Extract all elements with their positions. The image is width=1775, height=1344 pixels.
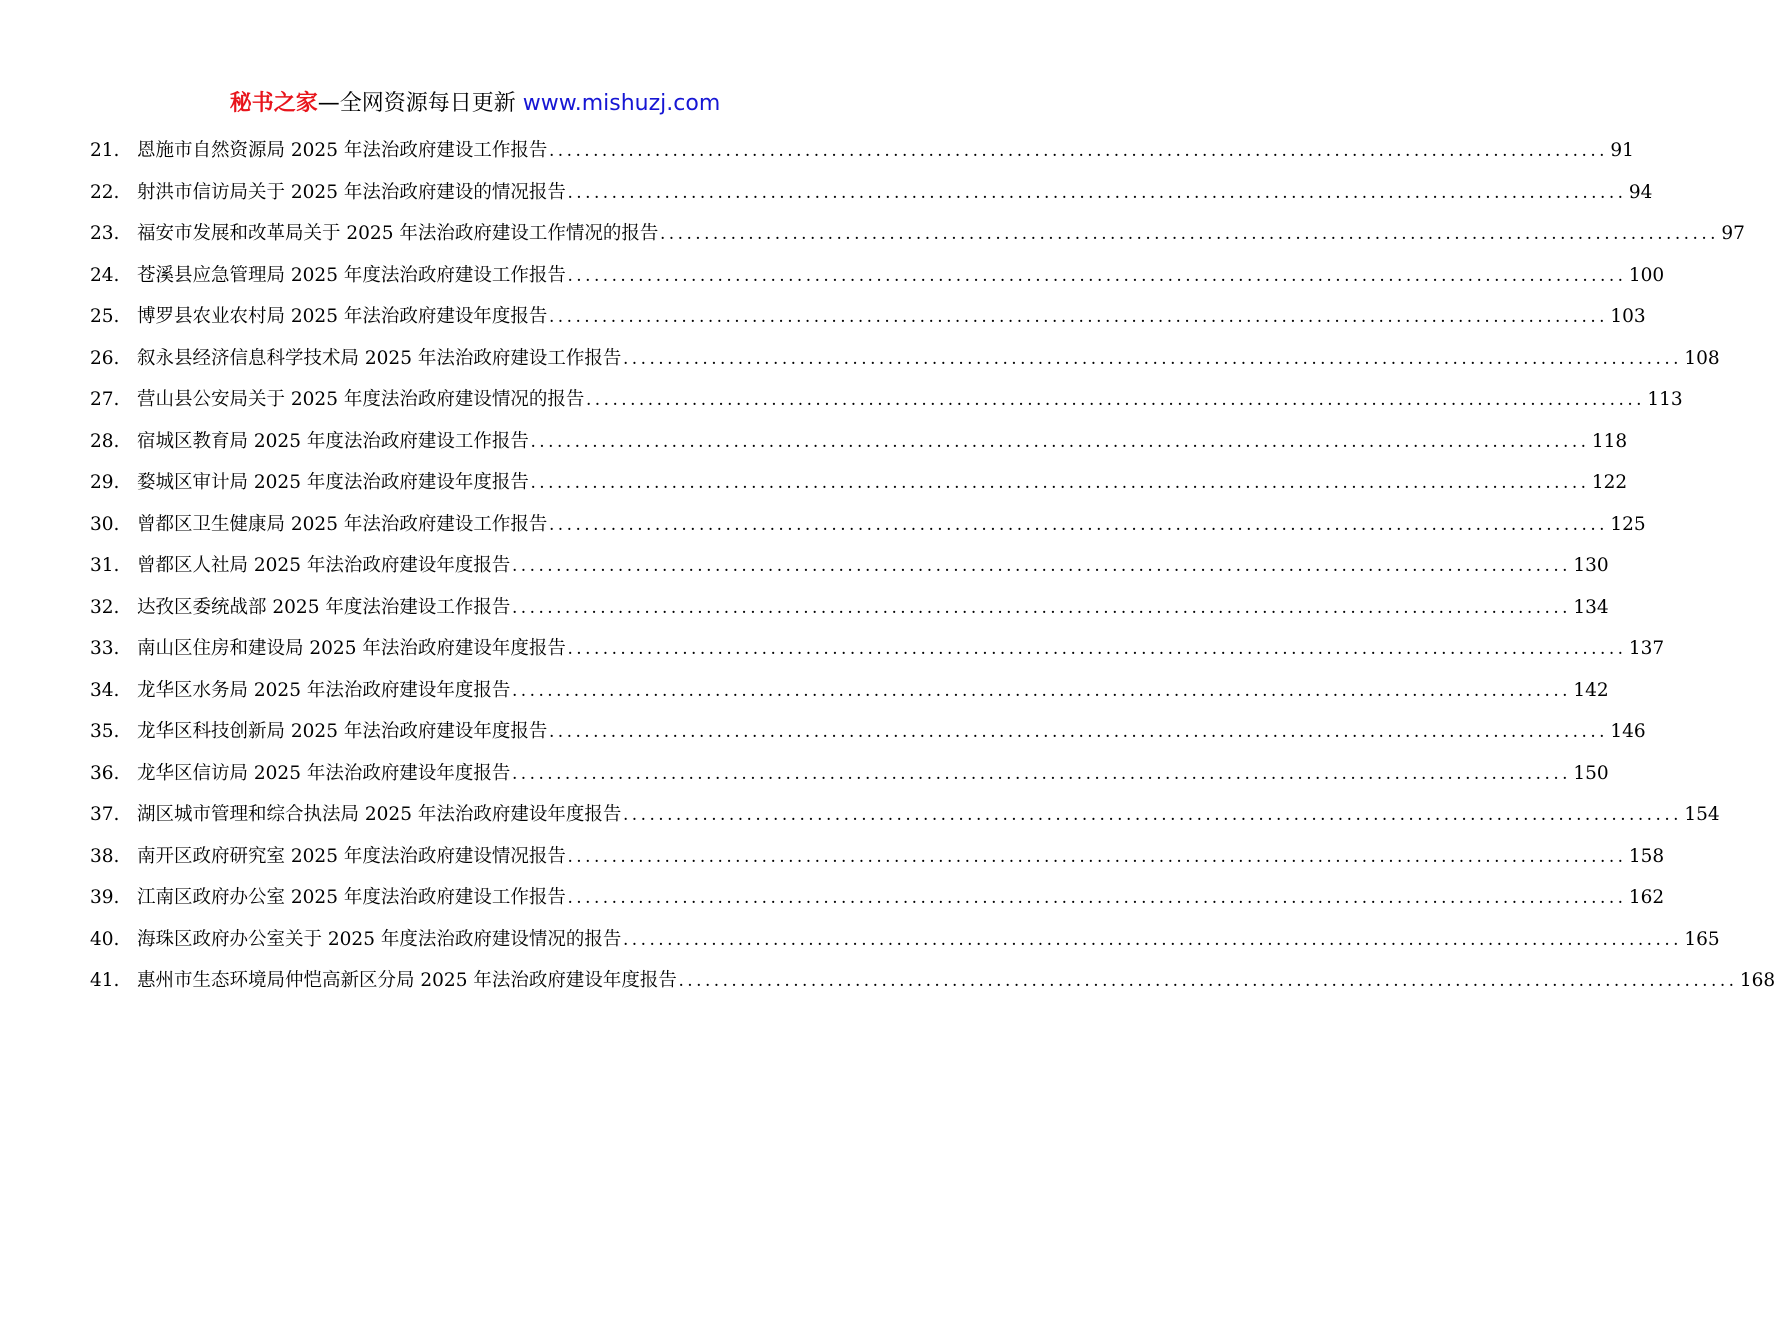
- toc-dot-leader: ........................................................................................................................: [512, 556, 1572, 576]
- toc-dot-leader: ........................................................................................................................: [623, 348, 1683, 369]
- toc-entry[interactable]: [90, 711, 1646, 753]
- toc-entry-number: 21.: [90, 140, 120, 161]
- toc-entry-number: 35.: [90, 721, 120, 742]
- toc-entry[interactable]: [90, 421, 1628, 463]
- toc-entry-page-number: 122: [1591, 472, 1628, 493]
- toc-entry-number: 24.: [90, 264, 120, 286]
- toc-entry-title: 曾都区人社局 2025 年法治政府建设年度报告: [137, 555, 511, 576]
- toc-dot-leader: ........................................................................................................................: [512, 597, 1572, 618]
- toc-entry-page-number: 91: [1610, 140, 1634, 161]
- toc-entry-title: 射洪市信访局关于 2025 年法治政府建设的情况报告: [137, 181, 566, 203]
- toc-entry-title: 曾都区卫生健康局 2025 年法治政府建设工作报告: [137, 513, 548, 535]
- toc-dot-leader: ........................................................................................................................: [567, 182, 1627, 203]
- toc-entry-title: 营山县公安局关于 2025 年度法治政府建设情况的报告: [137, 389, 585, 410]
- toc-entry-number: 33.: [90, 638, 120, 659]
- toc-entry[interactable]: [90, 213, 1745, 255]
- header-url-link[interactable]: www.mishuzj.com: [522, 91, 721, 116]
- toc-dot-leader: ........................................................................................................................: [567, 265, 1627, 286]
- toc-dot-leader: ........................................................................................................................: [530, 431, 1590, 452]
- toc-entry-number: 29.: [90, 472, 120, 493]
- toc-entry-title: 龙华区科技创新局 2025 年法治政府建设年度报告: [137, 721, 548, 742]
- toc-entry-number: 40.: [90, 928, 120, 950]
- toc-entry[interactable]: [90, 379, 1683, 421]
- toc-entry-title: 湖区城市管理和综合执法局 2025 年法治政府建设年度报告: [137, 804, 622, 825]
- toc-dot-leader: ........................................................................................................................: [678, 971, 1738, 991]
- toc-dot-leader: ........................................................................................................................: [586, 390, 1646, 410]
- toc-dot-leader: ........................................................................................................................: [512, 680, 1572, 701]
- toc-entry-title: 苍溪县应急管理局 2025 年度法治政府建设工作报告: [137, 264, 566, 286]
- toc-entry-number: 27.: [90, 389, 120, 410]
- toc-dot-leader: ........................................................................................................................: [567, 888, 1627, 908]
- toc-entry-page-number: 103: [1610, 306, 1646, 327]
- toc-entry-title: 龙华区水务局 2025 年法治政府建设年度报告: [137, 679, 511, 701]
- toc-entry-title: 龙华区信访局 2025 年法治政府建设年度报告: [137, 762, 511, 784]
- toc-dot-leader: ........................................................................................................................: [549, 307, 1609, 327]
- toc-entry[interactable]: [90, 628, 1665, 670]
- toc-dot-leader: ........................................................................................................................: [549, 722, 1609, 742]
- toc-entry-number: 31.: [90, 555, 120, 576]
- toc-entry-title: 南开区政府研究室 2025 年度法治政府建设情况报告: [137, 845, 566, 867]
- toc-entry[interactable]: [90, 296, 1646, 338]
- toc-entry-number: 22.: [90, 181, 120, 203]
- toc-entry-number: 25.: [90, 306, 120, 327]
- toc-entry[interactable]: [90, 919, 1720, 961]
- table-of-contents: [90, 130, 1775, 1002]
- toc-entry-page-number: 154: [1684, 804, 1720, 825]
- toc-entry-number: 41.: [90, 970, 120, 991]
- toc-entry-title: 南山区住房和建设局 2025 年法治政府建设年度报告: [137, 638, 566, 659]
- toc-entry[interactable]: [90, 504, 1646, 546]
- toc-entry-page-number: 113: [1647, 389, 1683, 410]
- toc-entry[interactable]: [90, 462, 1628, 504]
- toc-entry[interactable]: [90, 836, 1665, 878]
- header-brand: 秘书之家: [229, 91, 318, 116]
- toc-dot-leader: ........................................................................................................................: [549, 141, 1609, 161]
- toc-entry-title: 宿城区教育局 2025 年度法治政府建设工作报告: [137, 430, 529, 452]
- toc-entry-page-number: 118: [1591, 430, 1628, 452]
- toc-entry[interactable]: [90, 794, 1720, 836]
- toc-entry[interactable]: [90, 753, 1609, 795]
- toc-dot-leader: ........................................................................................................................: [512, 763, 1572, 784]
- toc-entry[interactable]: [90, 255, 1665, 297]
- toc-entry[interactable]: [90, 545, 1609, 587]
- toc-entry-title: 海珠区政府办公室关于 2025 年度法治政府建设情况的报告: [137, 928, 622, 950]
- toc-entry-page-number: 130: [1573, 555, 1609, 576]
- toc-entry[interactable]: [90, 670, 1609, 712]
- toc-entry-page-number: 137: [1628, 638, 1665, 659]
- toc-entry-page-number: 125: [1610, 513, 1646, 535]
- toc-entry-page-number: 134: [1573, 596, 1609, 618]
- toc-entry-title: 江南区政府办公室 2025 年度法治政府建设工作报告: [137, 887, 566, 908]
- toc-entry-title: 叙永县经济信息科学技术局 2025 年法治政府建设工作报告: [137, 347, 622, 369]
- toc-dot-leader: ........................................................................................................................: [567, 846, 1627, 867]
- toc-dot-leader: ........................................................................................................................: [549, 514, 1609, 535]
- toc-entry-page-number: 94: [1628, 181, 1653, 203]
- toc-entry-title: 婺城区审计局 2025 年度法治政府建设年度报告: [137, 472, 529, 493]
- toc-entry-number: 38.: [90, 845, 120, 867]
- toc-entry-title: 恩施市自然资源局 2025 年法治政府建设工作报告: [137, 140, 548, 161]
- toc-entry[interactable]: [90, 338, 1720, 380]
- toc-entry-title: 福安市发展和改革局关于 2025 年法治政府建设工作情况的报告: [137, 223, 659, 244]
- toc-entry-page-number: 97: [1721, 223, 1745, 244]
- toc-entry-number: 37.: [90, 804, 120, 825]
- toc-entry[interactable]: [90, 960, 1775, 1002]
- toc-entry-number: 26.: [90, 347, 120, 369]
- toc-entry-number: 39.: [90, 887, 120, 908]
- toc-entry-page-number: 158: [1628, 845, 1665, 867]
- toc-entry[interactable]: [90, 130, 1634, 172]
- toc-entry-title: 惠州市生态环境局仲恺高新区分局 2025 年法治政府建设年度报告: [137, 970, 677, 991]
- toc-dot-leader: ........................................................................................................................: [660, 224, 1720, 244]
- toc-entry-page-number: 168: [1739, 970, 1775, 991]
- toc-entry-page-number: 108: [1684, 347, 1720, 369]
- toc-entry-page-number: 100: [1628, 264, 1665, 286]
- toc-entry-number: 23.: [90, 223, 120, 244]
- header-separator: —: [317, 91, 340, 116]
- toc-entry-number: 28.: [90, 430, 120, 452]
- toc-entry[interactable]: [90, 172, 1653, 214]
- toc-entry-page-number: 142: [1573, 679, 1609, 701]
- toc-entry-number: 32.: [90, 596, 120, 618]
- toc-dot-leader: ........................................................................................................................: [623, 805, 1683, 825]
- toc-entry-number: 30.: [90, 513, 120, 535]
- toc-entry[interactable]: [90, 587, 1609, 629]
- toc-entry-title: 达孜区委统战部 2025 年度法治建设工作报告: [137, 596, 511, 618]
- toc-entry-number: 36.: [90, 762, 120, 784]
- toc-entry[interactable]: [90, 877, 1665, 919]
- toc-entry-page-number: 150: [1573, 762, 1609, 784]
- toc-dot-leader: ........................................................................................................................: [530, 473, 1590, 493]
- toc-dot-leader: ........................................................................................................................: [623, 929, 1683, 950]
- toc-entry-title: 博罗县农业农村局 2025 年法治政府建设年度报告: [137, 306, 548, 327]
- site-header: [0, 88, 950, 120]
- toc-entry-page-number: 146: [1610, 721, 1646, 742]
- header-slogan: 全网资源每日更新: [339, 91, 516, 116]
- toc-entry-page-number: 165: [1684, 928, 1720, 950]
- toc-dot-leader: ........................................................................................................................: [567, 639, 1627, 659]
- toc-entry-number: 34.: [90, 679, 120, 701]
- toc-entry-page-number: 162: [1628, 887, 1665, 908]
